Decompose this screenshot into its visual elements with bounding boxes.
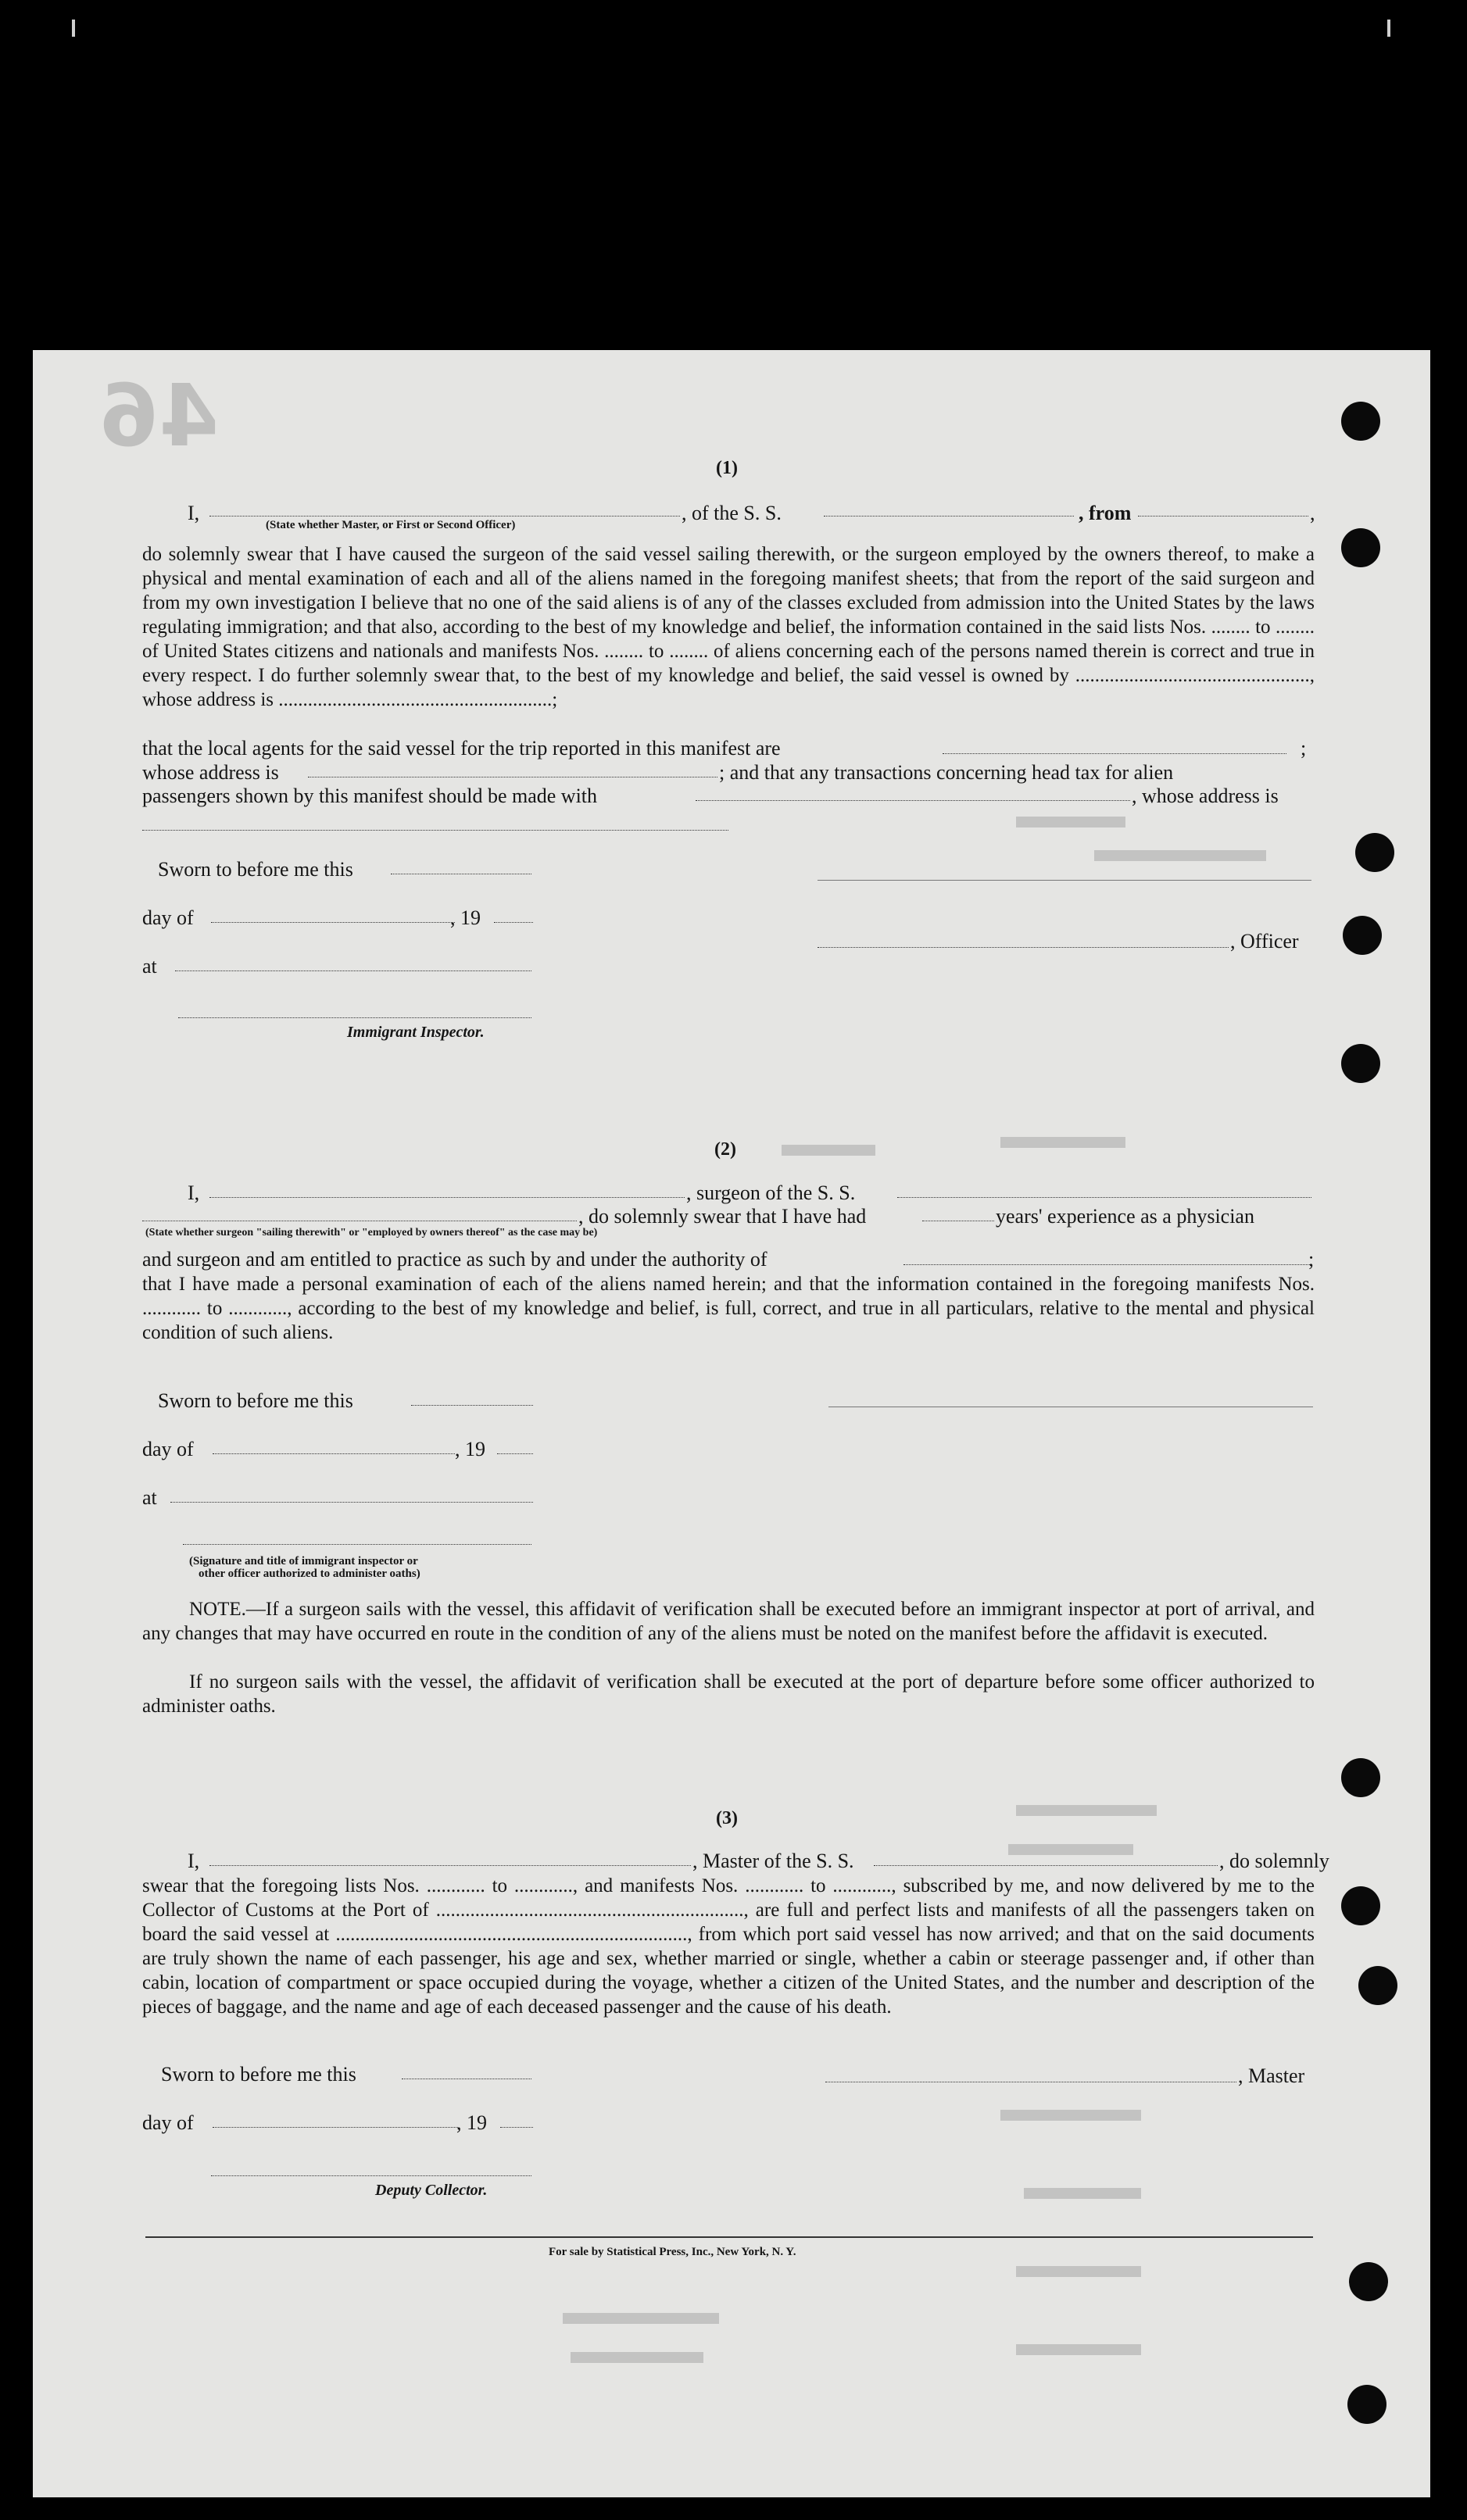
s3-month-field[interactable] (213, 2127, 458, 2128)
note-paragraph-2: If no surgeon sails with the vessel, the affidavit of verification shall be executed at the port of departure before some officer authorized to administer oaths. (142, 1671, 1315, 1717)
punch-hole (1341, 1886, 1380, 1925)
s2-at-label: at (142, 1486, 157, 1509)
s1-head-tax-party-field[interactable] (696, 800, 1130, 801)
s1-month-field[interactable] (211, 922, 455, 923)
s2-surgeon-label: , surgeon of the S. S. (686, 1181, 856, 1204)
s2-authority-field[interactable] (903, 1264, 1310, 1265)
s2-semicolon: ; (1308, 1248, 1315, 1271)
s3-master-label: , Master (1238, 2064, 1305, 2087)
s3-vessel-field[interactable] (874, 1865, 1218, 1866)
s1-vessel-name-field[interactable] (824, 516, 1074, 517)
s2-year-label: , 19 (455, 1438, 485, 1460)
s2-years-label: years' experience as a physician (996, 1205, 1254, 1228)
svg-text:46: 46 (98, 367, 219, 461)
s1-officer-label: , Officer (1230, 930, 1299, 953)
s1-state-note: (State whether Master, or First or Second Officer) (266, 519, 516, 531)
s1-officer-signature-field[interactable] (818, 947, 1229, 948)
s2-vessel-field[interactable] (897, 1197, 1311, 1198)
punch-hole (1341, 1758, 1380, 1797)
s3-master-of-label: , Master of the S. S. (692, 1850, 854, 1872)
s3-i-label: I, (188, 1850, 200, 1872)
s2-month-field[interactable] (213, 1453, 455, 1454)
s2-swear-label: , do solemnly swear that I have had (578, 1205, 867, 1228)
s1-agents-label: that the local agents for the said vessel for the trip reported in this manifest are (142, 737, 781, 760)
s2-sworn-date-field[interactable] (411, 1405, 533, 1406)
s1-day-of-label: day of (142, 906, 194, 929)
s1-from-label: , from (1079, 502, 1132, 524)
s2-exam-paragraph: that I have made a personal examination of each of the aliens named herein; and that the information contained in the foregoing manifests Nos. ............ to ............, according to the best of my knowledge and belief, is full, correct, and true in all particulars, relative to the mental and physical condition of such aliens. (142, 1274, 1315, 1343)
s2-year-field[interactable] (497, 1453, 533, 1454)
s3-oath-paragraph: swear that the foregoing lists Nos. ............ to ............, and manifests Nos. ............ to ............, subscribed by me, and now delivered by me to the Collector of Customs at the Port of ..............................................................., are full and perfect lists and manifests of all the passengers taken on board the said vessel at ........................................................................, from which port said vessel has now arrived; and that on the said documents are truly shown the name of each passenger, his age and sex, whether married or single, whether a cabin or steerage passenger and, if other than cabin, location of compartment or space occupied during the voyage, whether a citizen of the United States, and the number and description of the pieces of baggage, and the name and age of each deceased passenger and the cause of his death. (142, 1875, 1315, 2018)
s1-passengers-label: passengers shown by this manifest should be made with (142, 785, 598, 807)
s2-sworn-label: Sworn to before me this (158, 1389, 353, 1412)
s3-year-field[interactable] (500, 2127, 533, 2128)
punch-hole (1341, 1044, 1380, 1083)
punch-hole (1341, 528, 1380, 567)
s1-agents-field[interactable] (943, 753, 1286, 754)
section-3-number: (3) (716, 1808, 738, 1828)
s2-sig-note-2: other officer authorized to administer oaths) (199, 1567, 420, 1580)
s3-deputy-signature-field[interactable] (211, 2175, 531, 2176)
punch-hole (1358, 1966, 1397, 2005)
footer-printer: For sale by Statistical Press, Inc., New York, N. Y. (549, 2246, 796, 2258)
section-2-number: (2) (714, 1139, 736, 1160)
note-paragraph-1: NOTE.—If a surgeon sails with the vessel, this affidavit of verification shall be executed before an immigrant inspector at port of arrival, and any changes that may have occurred en route in the condition of any of the aliens must be noted on the manifest before the affidavit is executed. (142, 1599, 1315, 1644)
s1-from-field[interactable] (1138, 516, 1308, 517)
bleed-through-table (78, 742, 1329, 2422)
s2-sig-note-1: (Signature and title of immigrant inspector or (189, 1555, 418, 1567)
punch-hole (1347, 2385, 1386, 2424)
section-1-number: (1) (716, 458, 738, 478)
s2-state-note: (State whether surgeon "sailing therewith" or "employed by owners thereof" as the case may be) (145, 1227, 598, 1239)
punch-hole (1341, 402, 1380, 441)
s2-surgeon-name-field[interactable] (209, 1197, 685, 1198)
s1-year-label: , 19 (450, 906, 481, 929)
s3-sworn-label: Sworn to before me this (161, 2063, 356, 2086)
s2-place-field[interactable] (170, 1502, 533, 1503)
s3-master-name-field[interactable] (209, 1865, 691, 1866)
s1-place-field[interactable] (175, 970, 531, 971)
s1-inspector-signature-field[interactable] (178, 1017, 531, 1018)
s2-day-of-label: day of (142, 1438, 194, 1460)
s3-do-solemnly: , do solemnly (1219, 1850, 1329, 1872)
s1-inspector-caption: Immigrant Inspector. (347, 1024, 485, 1041)
s2-signature-field[interactable] (183, 1544, 531, 1545)
s2-i-label: I, (188, 1181, 200, 1204)
punch-hole (1343, 916, 1382, 955)
punch-hole (1355, 833, 1394, 872)
bleed-through-digits (47, 367, 219, 461)
s1-comma: , (1310, 502, 1315, 524)
footer-rule (145, 2236, 1313, 2238)
s1-officer-name-field[interactable] (209, 516, 680, 517)
s2-authority-label: and surgeon and am entitled to practice as such by and under the authority of (142, 1248, 767, 1271)
s1-oath-paragraph: do solemnly swear that I have caused the surgeon of the said vessel sailing therewith, or the surgeon employed by the owners thereof, to make a physical and mental examination of each and all of the aliens named in the foregoing manifest sheets; that from the report of the said surgeon and from my own investigation I believe that no one of the said aliens is of any of the classes excluded from admission into the United States by the laws regulating immigration; and that also, according to the best of my knowledge and belief, the information contained in the said lists Nos. ........ to ........ of United States citizens and nationals and manifests Nos. ........ to ........ of aliens concerning each of the persons named therein is correct and true in every respect. I do further solemnly swear that, to the best of my knowledge and belief, the said vessel is owned by ................................................, whose address is ........................................................; (142, 544, 1315, 710)
margin-mark (1387, 20, 1390, 37)
s3-day-of-label: day of (142, 2111, 194, 2134)
s1-year-field[interactable] (494, 922, 533, 923)
s1-officer-rule (818, 880, 1311, 881)
punch-hole (1349, 2262, 1388, 2301)
s1-i-label: I, (188, 502, 200, 524)
s3-year-label: , 19 (456, 2111, 487, 2134)
s1-at-label: at (142, 955, 157, 978)
s1-semicolon: ; (1301, 737, 1307, 760)
margin-mark (72, 20, 75, 37)
s1-of-ss-label: , of the S. S. (682, 502, 782, 524)
s1-head-tax-text: ; and that any transactions concerning head tax for alien (719, 761, 1174, 784)
s1-whose-address-2: , whose address is (1132, 785, 1279, 807)
s1-head-tax-address-field[interactable] (142, 830, 728, 831)
s1-whose-address-label: whose address is (142, 761, 279, 784)
s3-deputy-caption: Deputy Collector. (375, 2182, 488, 2199)
s1-sworn-label: Sworn to before me this (158, 858, 353, 881)
